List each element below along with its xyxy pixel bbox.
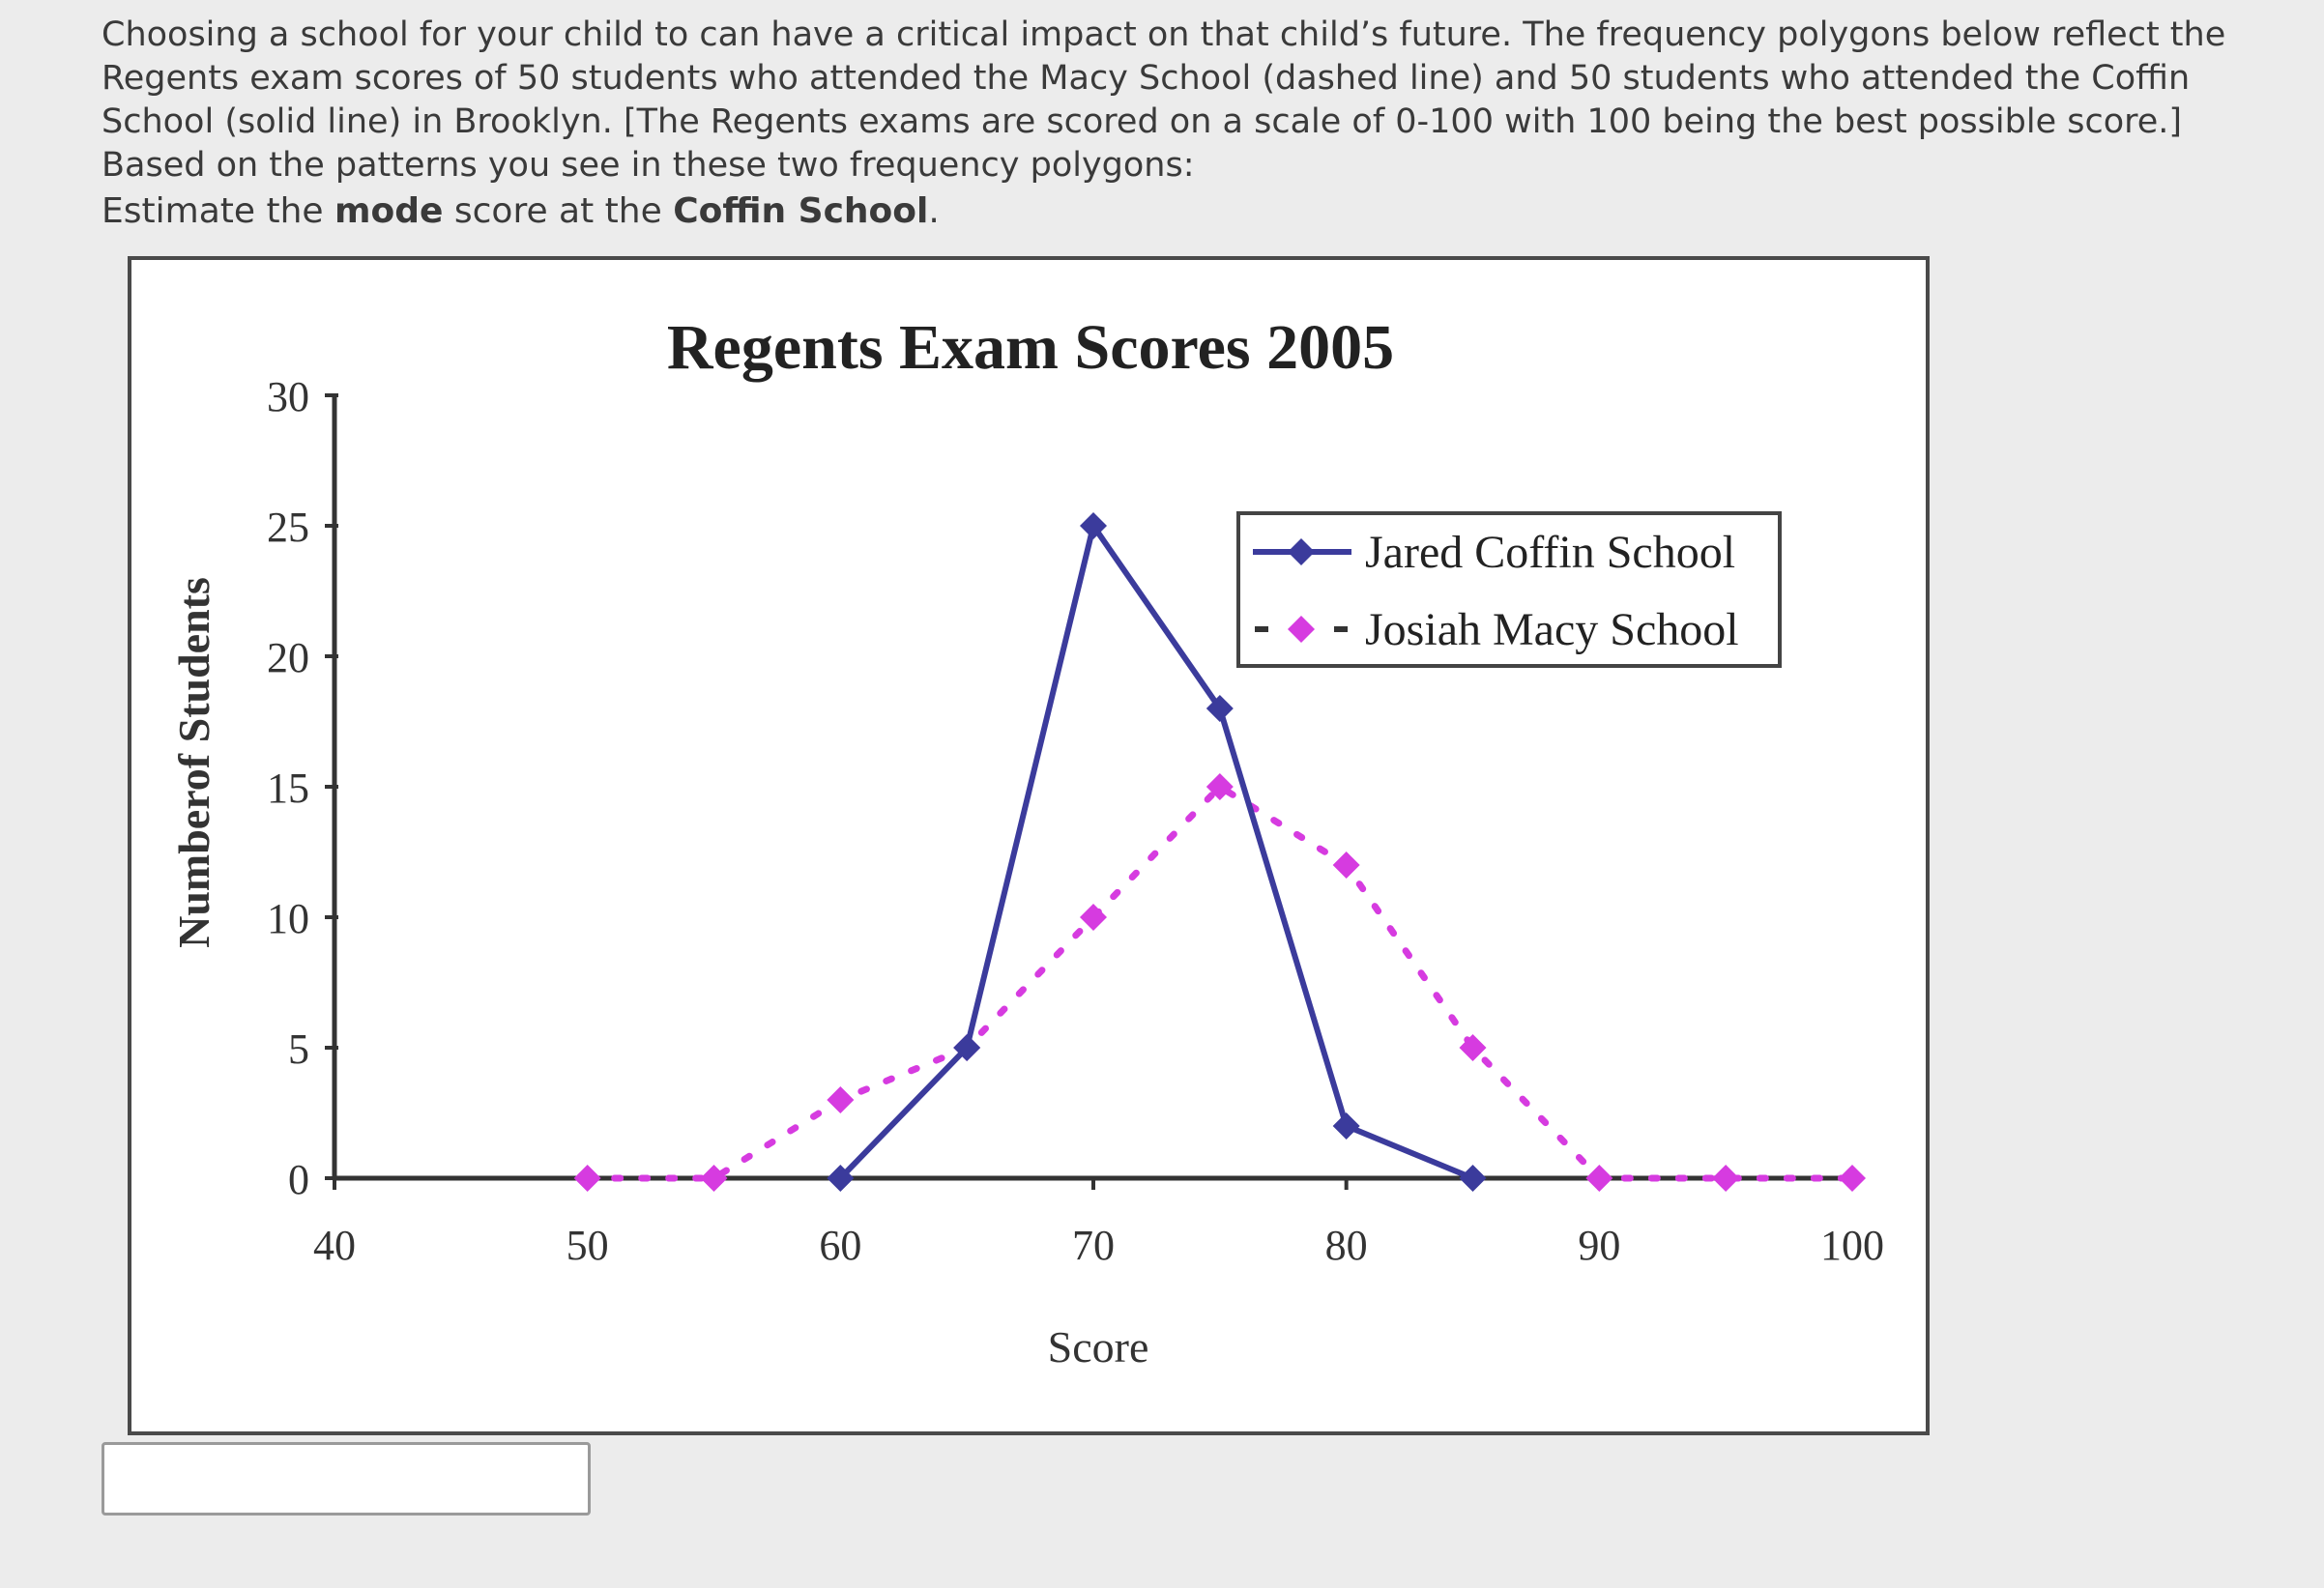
series-josiah-macy-school — [574, 773, 1866, 1192]
y-tick-label: 15 — [267, 765, 309, 812]
question-prompt — [102, 191, 940, 231]
macy-data-point — [827, 1086, 854, 1113]
macy-data-point — [1712, 1165, 1739, 1192]
legend-label: Jared Coffin School — [1365, 527, 1736, 578]
y-axis-label: Numberof Students — [169, 577, 218, 948]
chart-axes — [267, 373, 1884, 1269]
x-tick-label: 70 — [1072, 1222, 1115, 1269]
macy-data-point — [1839, 1165, 1866, 1192]
x-tick-label: 50 — [566, 1222, 609, 1269]
macy-data-point — [1585, 1165, 1612, 1192]
macy-data-point — [1460, 1034, 1487, 1061]
answer-input[interactable] — [102, 1442, 591, 1516]
question-text: Choosing a school for your child to can have a critical impact on that child’s future. The frequency polygons below reflect the Regents exam scores of 50 students who attended the Macy School (dashed line) and 50 students who attended the Coffin School (solid line) in Brooklyn. [The Regents exams are scored on a scale of 0-100 with 100 being the best possible score.] Based on the patterns you see in these two frequency polygons: — [102, 15, 2226, 185]
macy-data-point — [574, 1165, 601, 1192]
y-tick-label: 10 — [267, 895, 309, 942]
x-axis-label: Score — [1047, 1322, 1149, 1371]
x-tick-label: 100 — [1820, 1222, 1884, 1269]
x-tick-label: 60 — [819, 1222, 862, 1269]
x-tick-label: 90 — [1578, 1222, 1621, 1269]
y-tick-label: 0 — [288, 1156, 309, 1203]
coffin-data-point — [1460, 1165, 1487, 1192]
prompt-bold-school: Coffin School — [673, 191, 929, 231]
question-text-block — [102, 14, 2277, 188]
chart-title: Regents Exam Scores 2005 — [666, 312, 1395, 383]
macy-data-point — [1080, 904, 1107, 931]
x-tick-label: 40 — [313, 1222, 356, 1269]
prompt-text-end: . — [928, 191, 940, 231]
legend-label: Josiah Macy School — [1365, 604, 1739, 655]
macy-data-point — [1333, 852, 1360, 879]
prompt-text-middle: score at the — [443, 191, 674, 231]
prompt-text-start: Estimate the — [102, 191, 334, 231]
y-tick-label: 30 — [267, 373, 309, 420]
coffin-data-point — [1333, 1112, 1360, 1140]
prompt-bold-mode: mode — [334, 191, 444, 231]
chart-legend — [1238, 513, 1780, 666]
y-tick-label: 20 — [267, 634, 309, 681]
x-tick-label: 80 — [1324, 1222, 1368, 1269]
y-tick-label: 25 — [267, 504, 309, 551]
chart-svg — [131, 260, 1926, 1431]
y-tick-label: 5 — [288, 1025, 309, 1073]
chart-figure — [128, 256, 1930, 1435]
macy-series-line — [588, 787, 1852, 1178]
